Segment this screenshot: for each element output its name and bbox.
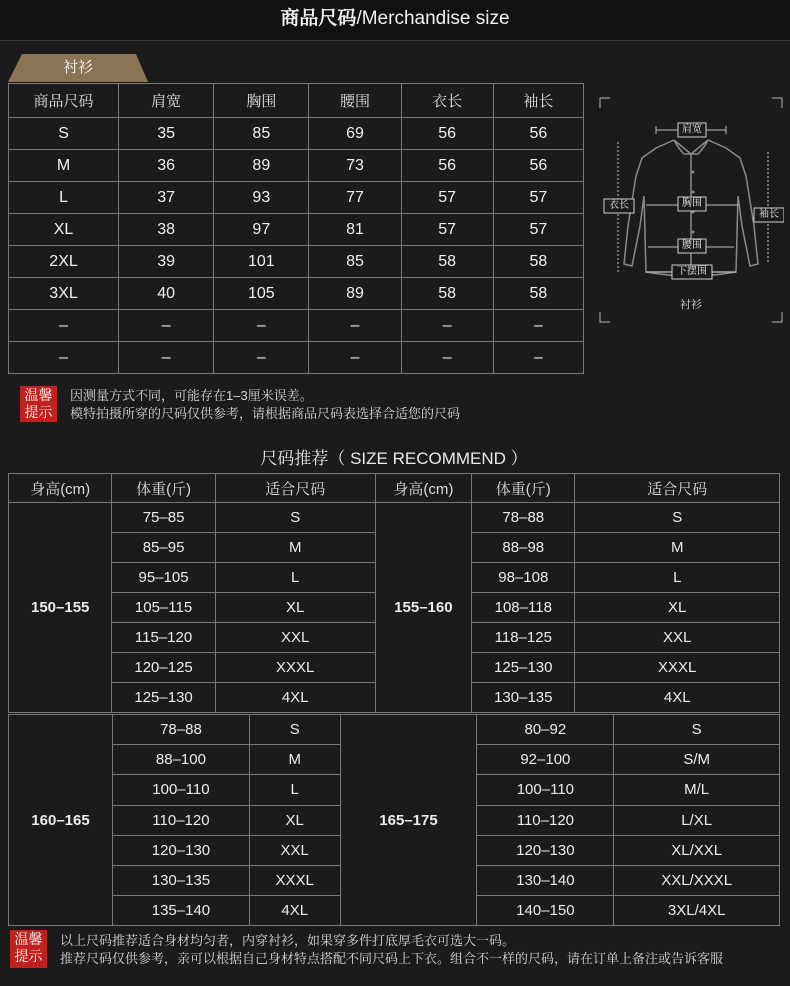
size-cell: – [493,342,583,374]
weight-cell: 130–135 [472,683,575,713]
label-length: 衣长 [609,200,629,211]
size-row [9,182,584,214]
size-cell: 38 [119,214,214,246]
size-cell: 97 [214,214,309,246]
weight-cell: 120–130 [477,835,614,865]
size-cell: 101 [214,246,309,278]
size-cell: XXL [249,835,340,865]
weight-cell: 140–150 [477,896,614,926]
recommend-header-cell: 适合尺码 [215,474,375,503]
recommend-header-cell: 身高(cm) [375,474,471,503]
size-cell: 3XL/4XL [614,896,780,926]
size-cell: S [9,118,119,150]
size-row [9,246,584,278]
size-cell: XXL [215,623,375,653]
size-cell: 36 [119,150,214,182]
size-table [8,83,584,374]
weight-cell: 120–125 [112,653,215,683]
size-cell: 89 [309,278,401,310]
recommend-header-cell: 适合尺码 [575,474,780,503]
size-table-header [9,84,584,118]
category-tab-label: 衬衫 [62,59,93,76]
size-cell: M [215,533,375,563]
size-cell: – [119,342,214,374]
size-cell: L [215,563,375,593]
weight-cell: 130–135 [113,865,250,895]
height-range-cell: 160–165 [9,715,113,926]
size-cell: 56 [493,150,583,182]
weight-cell: 92–100 [477,745,614,775]
weight-cell: 75–85 [112,503,215,533]
size-cell: – [493,310,583,342]
size-cell: XXXL [249,865,340,895]
size-cell: S [249,715,340,745]
size-cell: 35 [119,118,214,150]
size-cell: 105 [214,278,309,310]
size-cell: – [401,342,493,374]
size-cell: 57 [401,214,493,246]
size-cell: – [214,342,309,374]
category-tab [8,54,148,82]
size-cell: 4XL [249,896,340,926]
size-cell: S [614,715,780,745]
page-header [0,0,790,41]
size-cell: XXL [575,623,780,653]
tip-line: 推荐尺码仅供参考，亲可以根据自己身材特点搭配不同尺码上下衣。组合不一样的尺码，请在订单上备注或告诉客服 [60,951,724,966]
size-cell: 85 [309,246,401,278]
size-cell: 85 [214,118,309,150]
size-cell: 58 [401,246,493,278]
size-cell: 58 [401,278,493,310]
size-cell: L [9,182,119,214]
weight-cell: 135–140 [113,896,250,926]
height-range-cell: 165–175 [340,715,477,926]
size-cell: 57 [493,214,583,246]
weight-cell: 108–118 [472,593,575,623]
label-waist: 腰围 [682,240,702,251]
size-row [9,214,584,246]
tip-line: 因测量方式不同，可能存在1–3厘米误差。 [70,388,313,403]
recommend-header-cell: 体重(斤) [112,474,215,503]
weight-cell: 105–115 [112,593,215,623]
tip-badge-line: 温馨 [24,387,53,403]
tip-badge-line: 提示 [24,404,53,420]
size-cell: XXL/XXXL [614,865,780,895]
tip-line: 以上尺码推荐适合身材均匀者，内穿衬衫，如果穿多件打底厚毛衣可选大一码。 [60,933,516,948]
size-cell: S/M [614,745,780,775]
label-shoulder: 肩宽 [682,124,702,135]
size-cell: 81 [309,214,401,246]
tip-badge [20,386,57,422]
size-row [9,278,584,310]
header-cell: 肩宽 [119,84,214,118]
size-cell: XL [215,593,375,623]
header-cell: 衣长 [401,84,493,118]
size-row [9,342,584,374]
recommend-row [9,503,780,533]
weight-cell: 110–120 [477,805,614,835]
weight-cell: 100–110 [477,775,614,805]
weight-cell: 85–95 [112,533,215,563]
header-cell: 商品尺码 [9,84,119,118]
size-cell: 37 [119,182,214,214]
weight-cell: 120–130 [113,835,250,865]
recommend-row [9,715,780,745]
size-cell: XL [9,214,119,246]
height-range-cell: 150–155 [9,503,112,713]
weight-cell: 125–130 [472,653,575,683]
weight-cell: 80–92 [477,715,614,745]
size-cell: M [9,150,119,182]
size-cell: 89 [214,150,309,182]
size-cell: 2XL [9,246,119,278]
size-cell: 4XL [215,683,375,713]
size-cell: 56 [401,150,493,182]
weight-cell: 88–98 [472,533,575,563]
size-recommend-table [8,473,780,713]
tip-line: 模特拍摄所穿的尺码仅供参考，请根据商品尺码表选择合适您的尺码 [70,406,461,421]
size-cell: – [9,310,119,342]
label-chest: 胸围 [682,198,702,209]
size-cell: 39 [119,246,214,278]
recommend-header-cell: 体重(斤) [472,474,575,503]
size-recommend-table [8,714,780,926]
weight-cell: 78–88 [472,503,575,533]
size-cell: 73 [309,150,401,182]
size-cell: 4XL [575,683,780,713]
size-cell: M/L [614,775,780,805]
size-cell: – [309,342,401,374]
weight-cell: 100–110 [113,775,250,805]
tip-badge [10,930,47,968]
size-cell: – [401,310,493,342]
tip-badge-line: 温馨 [14,931,43,947]
size-cell: L/XL [614,805,780,835]
weight-cell: 98–108 [472,563,575,593]
size-cell: 93 [214,182,309,214]
recommend-title: 尺码推荐（ SIZE RECOMMEND ） [8,444,780,474]
size-cell: XXXL [215,653,375,683]
label-hem: 下摆围 [677,266,707,277]
height-range-cell: 155–160 [375,503,471,713]
size-cell: M [249,745,340,775]
tip-badge-line: 提示 [14,948,43,964]
size-cell: 57 [493,182,583,214]
size-cell: – [214,310,309,342]
size-cell: 57 [401,182,493,214]
weight-cell: 88–100 [113,745,250,775]
size-cell: 40 [119,278,214,310]
size-cell: 77 [309,182,401,214]
size-cell: 69 [309,118,401,150]
header-cell: 腰围 [309,84,401,118]
size-row [9,150,584,182]
title-en: /Merchandise size [356,8,510,29]
size-cell: – [9,342,119,374]
size-cell: XL/XXL [614,835,780,865]
size-cell: 58 [493,246,583,278]
size-cell: 56 [493,118,583,150]
shirt-measure-diagram [598,96,784,324]
size-cell: XL [575,593,780,623]
size-cell: 56 [401,118,493,150]
recommend-header-row [9,474,780,503]
size-cell: S [215,503,375,533]
size-cell: 3XL [9,278,119,310]
weight-cell: 78–88 [113,715,250,745]
size-cell: XXXL [575,653,780,683]
weight-cell: 95–105 [112,563,215,593]
diagram-caption: 衬衫 [680,299,702,311]
weight-cell: 118–125 [472,623,575,653]
size-cell: L [249,775,340,805]
recommend-header-cell: 身高(cm) [9,474,112,503]
title-cn: 商品尺码 [280,8,357,29]
weight-cell: 125–130 [112,683,215,713]
size-cell: XL [249,805,340,835]
size-row [9,118,584,150]
size-row [9,310,584,342]
size-cell: M [575,533,780,563]
size-cell: S [575,503,780,533]
weight-cell: 130–140 [477,865,614,895]
label-sleeve: 袖长 [759,209,779,220]
weight-cell: 110–120 [113,805,250,835]
header-cell: 胸围 [214,84,309,118]
size-cell: – [309,310,401,342]
size-cell: 58 [493,278,583,310]
weight-cell: 115–120 [112,623,215,653]
page-title [0,0,790,38]
header-cell: 袖长 [493,84,583,118]
size-cell: L [575,563,780,593]
size-cell: – [119,310,214,342]
